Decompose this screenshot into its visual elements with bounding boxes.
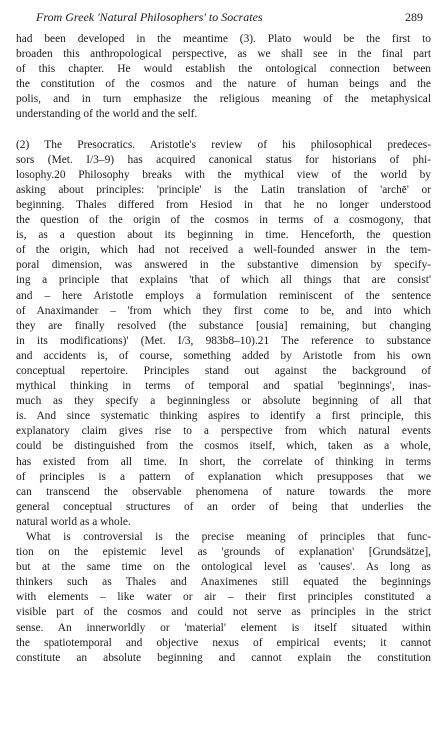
text-line: they are finally resolved (the substance [ousia] remaining, but changing	[16, 319, 431, 332]
text-line: conceptual repertoire. Principles stand out against the background of	[16, 364, 431, 377]
text-line: What is controversial is the precise meaning of principles that func-	[26, 531, 431, 543]
text-line: and – here Aristotle employs a formulation reminiscent of the sentence	[16, 289, 431, 302]
text-line: natural world as a whole.	[16, 515, 131, 528]
text-line: much as they specify a beginningless or absolute beginning of all that	[16, 395, 431, 408]
text-line: tion on the epistemic level as 'grounds of explanation' [Grundsätze],	[16, 546, 431, 559]
text-line: of the origin, which had not received a well-founded answer in the tem-	[16, 244, 431, 257]
text-line: broaden this anthropological perspective, as we shall see in the final part	[16, 48, 431, 61]
paragraph-3	[16, 530, 431, 666]
text-line: beginning. Thales differed from Hesiod in that he no longer understood	[16, 198, 431, 211]
text-line: could be distinguished from the cosmos itself, which, taken as a whole,	[16, 440, 431, 453]
text-line: and accidents is, of course, something added by Aristotle from his own	[16, 349, 431, 362]
text-line: polis, and in turn emphasize the religious meaning of the metaphysical	[16, 93, 431, 106]
text-line: had been developed in the meantime (3). Plato would be the first to	[16, 33, 431, 45]
running-head-title: From Greek 'Natural Philosophers' to Socrates	[36, 10, 263, 24]
paragraph-1	[16, 32, 431, 123]
text-line: mythical thinking in terms of temporal and spatial 'beginnings', inas-	[16, 380, 431, 393]
text-line: the constitution of the cosmos and the nature of human beings and the	[16, 78, 431, 91]
paragraph-2	[16, 138, 431, 530]
text-line: has existed from all time. In short, the correlate of thinking in terms	[16, 455, 431, 468]
text-line: asking about principles: 'principle' is the Latin translation of 'archē' or	[16, 183, 431, 196]
text-line: but at the same time on the ontological level as 'causes'. As long as	[16, 561, 431, 574]
text-line: understanding of the world and the self.	[16, 108, 198, 121]
text-line: with elements – like water or air – their first principles constituted a	[16, 591, 431, 604]
text-line: sors (Met. I/3–9) has acquired canonical status for historians of phi-	[16, 153, 431, 166]
text-line: explanatory claim gives rise to a perspective from which natural events	[16, 425, 431, 438]
text-line: is. And since systematic thinking aspires to identify a first principle, this	[16, 410, 431, 423]
text-line: constitute an absolute beginning and cannot explain the constitution	[16, 651, 431, 664]
text-line: sense. An innerworldly or 'material' element is itself situated within	[16, 621, 431, 634]
text-line: thinkers such as Thales and Anaximenes still equated the beginnings	[16, 576, 431, 589]
text-line: is, as a question about its beginning in time. Henceforth, the question	[16, 229, 431, 242]
text-line: visible part of the cosmos and could not serve as principles in the strict	[16, 606, 431, 619]
text-line: (2) The Presocratics. Aristotle's review of his philosophical predeces-	[16, 138, 431, 151]
text-line: the spatiotemporal and objective nexus of empirical events; it cannot	[16, 636, 431, 649]
text-line: of this chapter. He would establish the ontological connection between	[16, 63, 431, 76]
text-line: losophy.20 Philosophy breaks with the mythical view of the world by	[16, 168, 431, 181]
running-head	[16, 8, 431, 30]
text-line: the question of the origin of the cosmos in terms of a cosmogony, that	[16, 214, 431, 227]
text-line: poral dimension, was answered in the substantive dimension by specify-	[16, 259, 431, 272]
text-line: of principles is a pattern of explanation which presupposes that we	[16, 470, 431, 483]
text-line: ing a principle that explains 'that of which all things that are consist'	[16, 274, 431, 287]
text-line: general conceptual structures of an order of being that underlies the	[16, 500, 431, 513]
page-number: 289	[405, 10, 423, 24]
text-line: in its modifications)' (Met. I/3, 983b8–10).21 The reference to substance	[16, 334, 431, 347]
text-line: of Anaximander – 'from which they first come to be, and into which	[16, 304, 431, 317]
text-line: can transcend the observable phenomena of nature towards the more	[16, 485, 431, 498]
